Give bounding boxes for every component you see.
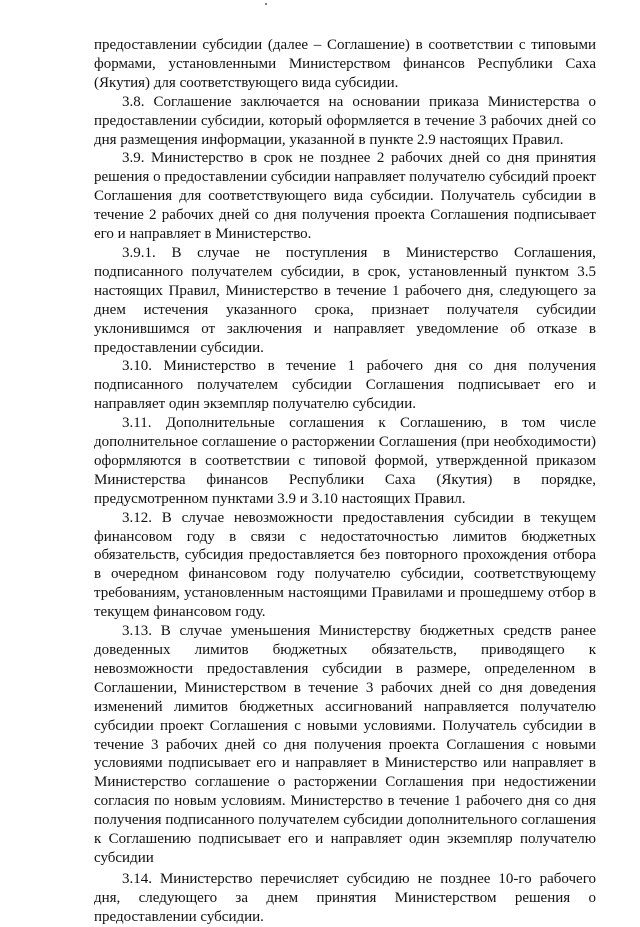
paragraph-3-9: 3.9. Министерство в срок не позднее 2 рабочих дней со дня принятия решения о предоставлении субсидии направляет получателю субсидий проект Соглашения для соответствующего вида субсидии. Получатель субсидии в течение 2 рабочих дней со дня получения проекта Соглашения подписывает его и направляет в Министерство. bbox=[94, 150, 596, 243]
paragraph-3-12: 3.12. В случае невозможности предоставления субсидии в текущем финансовом году в связи с недостаточностью лимитов бюджетных обязательств, субсидия предоставляется без повторного прохождения отбора в очередном финансовом году получателю субсидии, соответствующему требованиям, установленным настоящими Правилами и прошедшему отбор в текущем финансовом году. bbox=[94, 509, 596, 621]
paragraph-3-14: 3.14. Министерство перечисляет субсидию не позднее 10-го рабочего дня, следующего за днем принятия Министерством решения о предоставлении субсидии. bbox=[94, 870, 596, 925]
paragraph-3-11: 3.11. Дополнительные соглашения к Соглашению, в том числе дополнительное соглашение о расторжении Соглашения (при необходимости) оформляются в соответствии с типовой формой, утвержденной приказом Министерства финансов Республики Саха (Якутия) в порядке, предусмотренном пунктами 3.9 и 3.10 настоящих Правил. bbox=[94, 415, 596, 507]
paragraph-3-9-1: 3.9.1. В случае не поступления в Министерство Соглашения, подписанного получателем субсидии, в срок, установленный пунктом 3.5 настоящих Правил, Министерство в течение 1 рабочего дня, следующего за днем истечения указанного срока, признает получателя субсидии уклонившимся от заключения и направляет уведомление об отказе в предоставлении субсидии. bbox=[94, 244, 596, 356]
document-page bbox=[94, 36, 596, 927]
paragraph-3-13: 3.13. В случае уменьшения Министерству бюджетных средств ранее доведенных лимитов бюджетных обязательств, приводящего к невозможности предоставления субсидии в размере, определенном в Соглашении, Министерством в течение 3 рабочих дней со дня доведения изменений лимитов бюджетных ассигнований направляется получателю субсидии проект Соглашения с новыми условиями. Получатель субсидии в течение 3 рабочих дней со дня получения проекта Соглашения с новыми условиями подписывает его и направляет в Министерство или направляет в Министерство соглашение о расторжении Соглашения при недостижении согласия по новым условиям. Министерство в течение 1 рабочего дня со дня получения подписанного получателем субсидии дополнительного соглашения к Соглашению подписывает его и направляет один экземпляр получателю субсидии bbox=[94, 623, 596, 866]
paragraph-continuation: предоставлении субсидии (далее – Соглашение) в соответствии с типовыми формами, установленными Министерством финансов Республики Саха (Якутия) для соответствующего вида субсидии. bbox=[94, 37, 596, 91]
paragraph-3-8: 3.8. Соглашение заключается на основании приказа Министерства о предоставлении субсидии, который оформляется в течение 3 рабочих дней со дня размещения информации, указанной в пункте 2.9 настоящих Правил. bbox=[94, 93, 596, 148]
scan-artifact bbox=[265, 3, 267, 5]
paragraph-3-10: 3.10. Министерство в течение 1 рабочего дня со дня получения подписанного получателем субсидии Соглашения подписывает его и направляет один экземпляр получателю субсидии. bbox=[94, 358, 596, 413]
